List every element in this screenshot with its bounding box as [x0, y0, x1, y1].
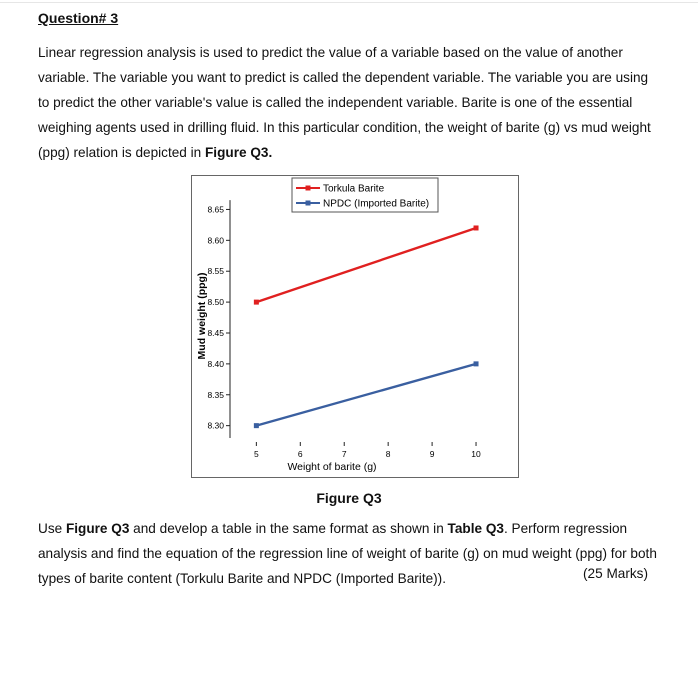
series-line-0	[256, 228, 476, 302]
y-tick-label-6: 8.60	[207, 235, 224, 246]
chart-legend	[292, 178, 438, 212]
y-tick-label-7: 8.65	[207, 204, 224, 215]
task-table-ref: Table Q3	[447, 521, 504, 536]
task-figure-ref: Figure Q3	[65, 521, 130, 536]
y-tick-label-5: 8.55	[207, 266, 224, 277]
y-tick-label-0: 8.30	[207, 420, 224, 431]
figure-q3	[191, 175, 519, 478]
legend-label-1: NPDC (Imported Barite)	[323, 198, 430, 210]
task-text-1: Use	[38, 521, 66, 536]
series-0-marker-1	[474, 225, 479, 230]
legend-marker-0	[306, 186, 311, 191]
y-tick-label-4: 8.50	[207, 297, 224, 308]
x-axis-label: Weight of barite (g)	[287, 461, 377, 473]
question-heading: Question# 3	[38, 10, 119, 26]
x-tick-label-3: 8	[385, 449, 391, 459]
series-1-marker-1	[474, 361, 479, 366]
figure-reference: Figure Q3.	[205, 145, 273, 160]
marks-label: (25 Marks)	[583, 566, 648, 581]
y-axis-label: Mud weight (ppg)	[196, 272, 208, 360]
x-tick-label-5: 10	[471, 449, 481, 459]
task-paragraph	[38, 516, 658, 591]
task-text-3: . Perform regression analysis and find the equation of the regression line of weight of barite (g) on mud weight (ppg) for both types of barite content (Torkulu Barite and NPDC (Imported Barite)).	[38, 521, 657, 586]
figure-caption: Figure Q3	[316, 490, 382, 506]
series-0-marker-0	[254, 300, 259, 305]
y-tick-label-1: 8.35	[207, 389, 224, 400]
x-tick-label-4: 9	[429, 449, 435, 459]
x-tick-label-2: 7	[341, 449, 347, 459]
top-divider	[0, 2, 698, 3]
intro-paragraph	[38, 40, 658, 165]
task-text-2: and develop a table in the same format as shown in	[129, 521, 448, 536]
regression-chart	[192, 176, 518, 477]
intro-text: Linear regression analysis is used to predict the value of a variable based on the value of another variable. The variable you want to predict is called the dependent variable. The variable you are using to predict the other variable's value is called the independent variable. Barite is one of the essential weighing agents used in drilling fluid. In this particular condition, the weight of barite (g) vs mud weight (ppg) relation is depicted in	[38, 45, 651, 160]
x-tick-label-0: 5	[253, 449, 259, 459]
series-line-1	[256, 364, 476, 426]
legend-label-0: Torkula Barite	[323, 183, 385, 195]
y-tick-label-2: 8.40	[207, 358, 224, 369]
y-tick-label-3: 8.45	[207, 327, 224, 338]
legend-marker-1	[306, 201, 311, 206]
x-tick-label-1: 6	[297, 449, 303, 459]
series-1-marker-0	[254, 423, 259, 428]
